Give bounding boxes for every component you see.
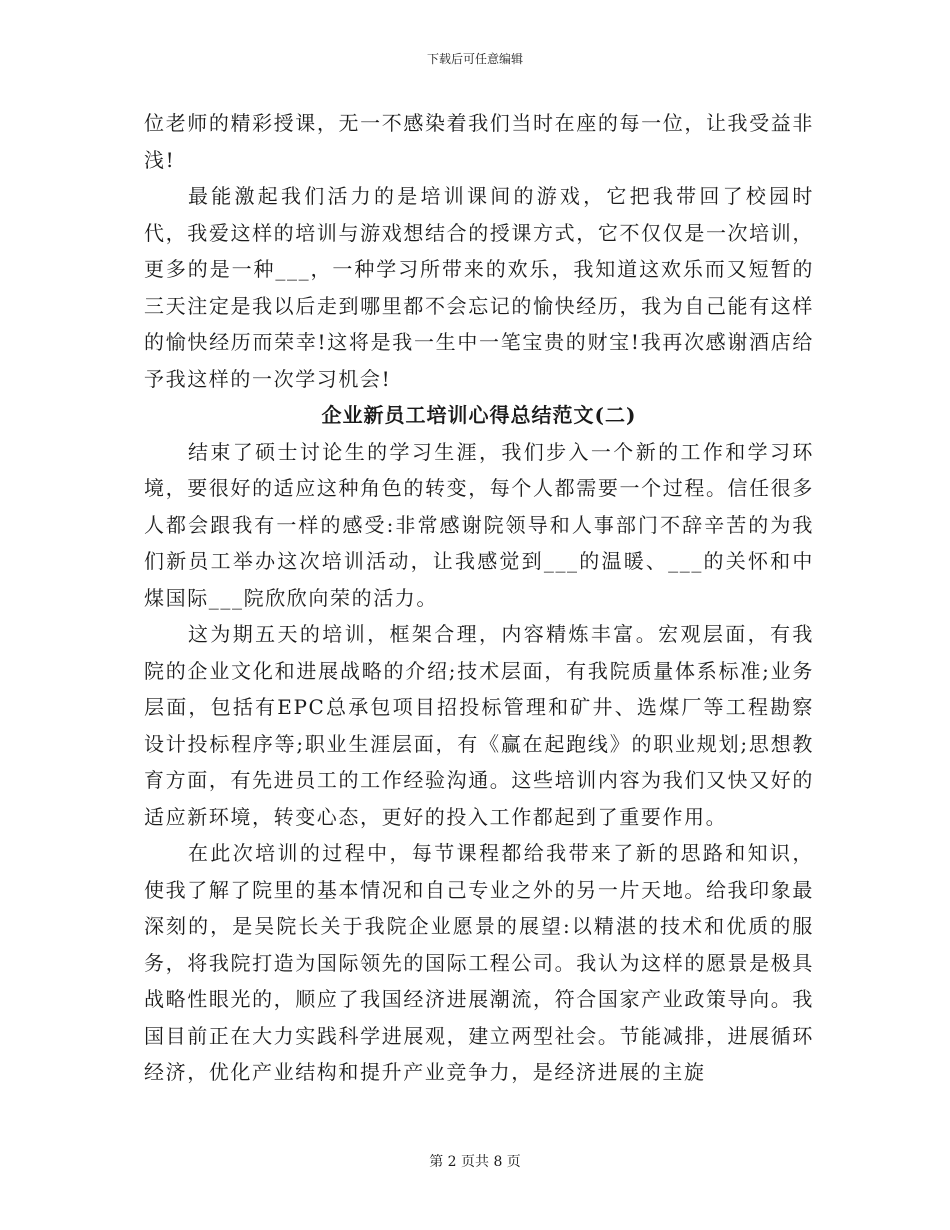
paragraph-impressions: 在此次培训的过程中，每节课程都给我带来了新的思路和知识，使我了解了院里的基本情况和自己专业之外的另一片天地。给我印象最深刻的，是吴院长关于我院企业愿景的展望:以精湛的技术和优质的服务，将我院打造为国际领先的国际工程公司。我认为这样的愿景是极具战略性眼光的，顺应了我国经济进展潮流，符合国家产业政策导向。我国目前正在大力实践科学进展观，建立两型社会。节能减排，进展循环经济，优化产业结构和提升产业竞争力，是经济进展的主旋 [144, 841, 814, 1084]
paragraph-intro: 结束了硕士讨论生的学习生涯，我们步入一个新的工作和学习环境，要很好的适应这种角色的转变，每个人都需要一个过程。信任很多人都会跟我有一样的感受:非常感谢院领导和人事部门不辞辛苦的为我们新员工举办这次培训活动，让我感觉到___的温暖、___的关怀和中煤国际___院欣欣向荣的活力。 [144, 439, 814, 610]
page-header: 下载后可任意编辑 [426, 52, 523, 66]
page-footer: 第 2 页共 8 页 [429, 1154, 521, 1170]
document-body [144, 105, 814, 1091]
paragraph-training-content: 这为期五天的培训，框架合理，内容精炼丰富。宏观层面，有我院的企业文化和进展战略的介绍;技术层面，有我院质量体系标准;业务层面，包括有EPC总承包项目招投标管理和矿井、选煤厂等工程勘察设计投标程序等;职业生涯层面，有《赢在起跑线》的职业规划;思想教育方面，有先进员工的工作经验沟通。这些培训内容为我们又快又好的适应新环境，转变心态，更好的投入工作都起到了重要作用。 [144, 622, 814, 829]
paragraph-games: 最能激起我们活力的是培训课间的游戏，它把我带回了校园时代，我爱这样的培训与游戏想结合的授课方式，它不仅仅是一次培训，更多的是一种___，一种学习所带来的欢乐，我知道这欢乐而又短暂的三天注定是我以后走到哪里都不会忘记的愉快经历，我为自己能有这样的愉快经历而荣幸!这将是我一生中一笔宝贵的财宝!我再次感谢酒店给予我这样的一次学习机会! [144, 184, 814, 391]
section-heading: 企业新员工培训心得总结范文(二) [321, 403, 637, 427]
paragraph-continuation: 位老师的精彩授课，无一不感染着我们当时在座的每一位，让我受益非浅! [144, 111, 814, 172]
